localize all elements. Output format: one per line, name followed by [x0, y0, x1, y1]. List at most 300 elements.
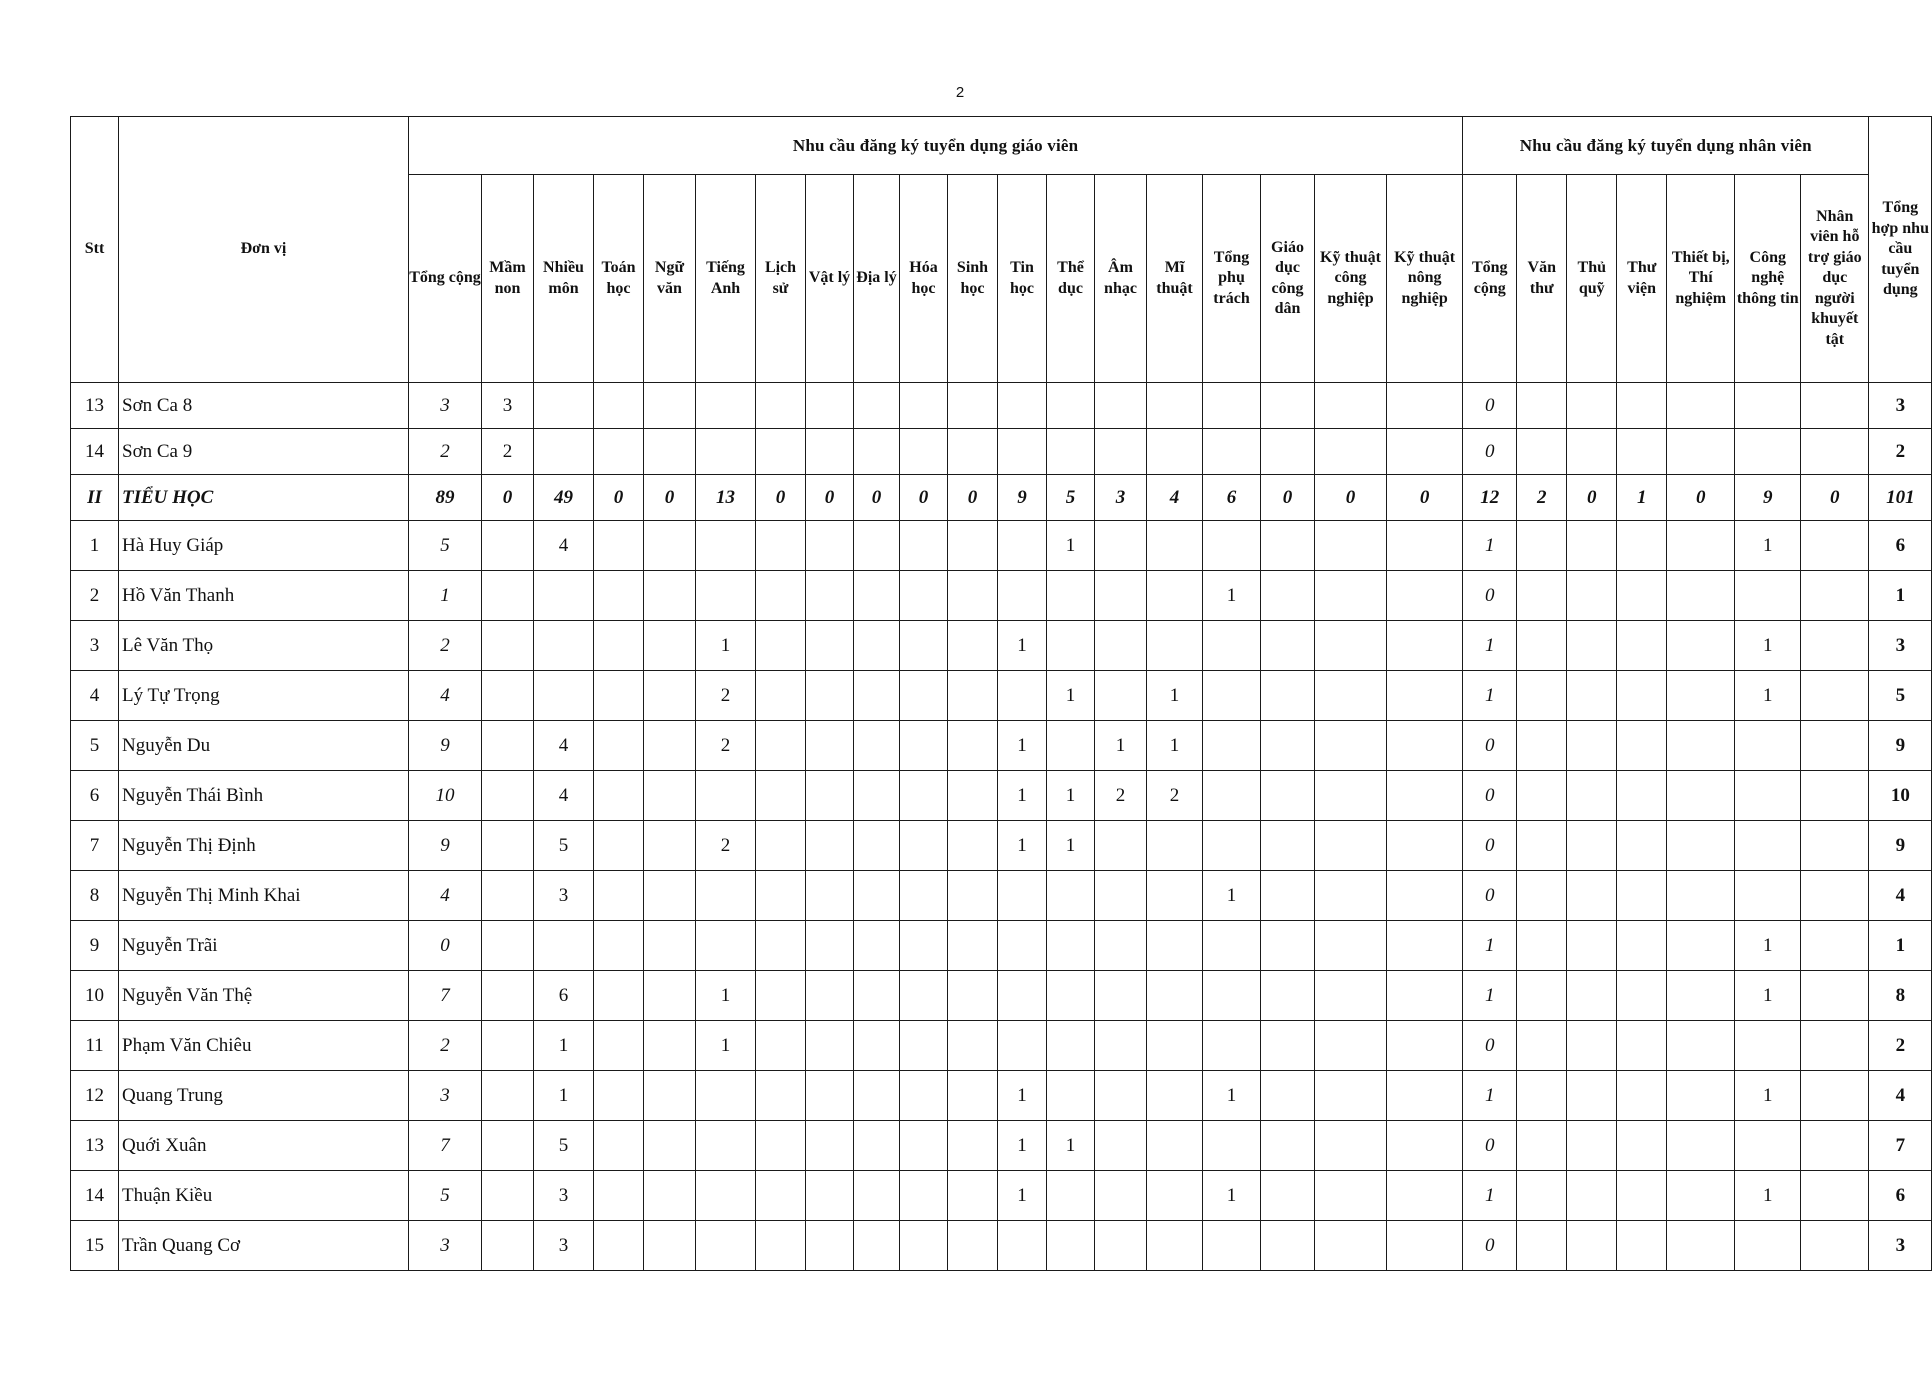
cell-teacher-subject — [1095, 871, 1147, 921]
table-row — [71, 871, 1932, 921]
cell-teacher-subject: 6 — [534, 971, 594, 1021]
cell-staff-role — [1617, 671, 1667, 721]
cell-staff-total: 12 — [1463, 475, 1517, 521]
cell-staff-total: 0 — [1463, 571, 1517, 621]
cell-teacher-subject — [594, 921, 644, 971]
cell-teacher-subject — [644, 571, 696, 621]
cell-teacher-subject — [900, 771, 948, 821]
cell-teacher-subject: 1 — [696, 971, 756, 1021]
cell-stt: 15 — [71, 1221, 119, 1271]
cell-grand-total: 1 — [1869, 571, 1932, 621]
table-row — [71, 1021, 1932, 1071]
cell-teacher-subject — [482, 721, 534, 771]
cell-teacher-subject — [696, 383, 756, 429]
cell-staff-total: 0 — [1463, 1221, 1517, 1271]
cell-teacher-subject — [534, 571, 594, 621]
table-row — [71, 621, 1932, 671]
cell-teacher-total: 2 — [409, 429, 482, 475]
cell-teacher-subject — [1147, 571, 1203, 621]
cell-teacher-subject: 0 — [1261, 475, 1315, 521]
cell-staff-role — [1667, 821, 1735, 871]
cell-staff-role — [1617, 1121, 1667, 1171]
cell-teacher-subject — [854, 521, 900, 571]
cell-staff-role — [1801, 621, 1869, 671]
header-teacher-col: Kỹ thuật nông nghiệp — [1387, 175, 1463, 383]
cell-teacher-total: 5 — [409, 1171, 482, 1221]
cell-teacher-subject: 0 — [1315, 475, 1387, 521]
cell-staff-role — [1617, 1171, 1667, 1221]
cell-staff-role — [1667, 521, 1735, 571]
cell-teacher-total: 2 — [409, 1021, 482, 1071]
cell-stt: 10 — [71, 971, 119, 1021]
cell-staff-role — [1617, 971, 1667, 1021]
cell-grand-total: 1 — [1869, 921, 1932, 971]
cell-staff-role: 2 — [1517, 475, 1567, 521]
cell-staff-role — [1801, 1021, 1869, 1071]
cell-staff-role — [1567, 821, 1617, 871]
table-row — [71, 721, 1932, 771]
cell-teacher-subject — [1315, 621, 1387, 671]
cell-teacher-subject — [1315, 429, 1387, 475]
cell-teacher-subject — [482, 971, 534, 1021]
recruitment-table-container — [70, 116, 1932, 1271]
cell-teacher-subject — [1147, 971, 1203, 1021]
cell-teacher-total: 9 — [409, 721, 482, 771]
cell-unit-name: Thuận Kiều — [119, 1171, 409, 1221]
cell-teacher-subject — [806, 571, 854, 621]
cell-teacher-subject — [948, 971, 998, 1021]
cell-teacher-subject — [900, 1121, 948, 1171]
cell-teacher-total: 0 — [409, 921, 482, 971]
cell-teacher-subject — [998, 383, 1047, 429]
cell-staff-role — [1517, 621, 1567, 671]
cell-teacher-subject — [1261, 571, 1315, 621]
cell-teacher-subject: 0 — [854, 475, 900, 521]
cell-staff-total: 1 — [1463, 1071, 1517, 1121]
cell-staff-role: 1 — [1735, 1071, 1801, 1121]
cell-teacher-subject — [1387, 571, 1463, 621]
cell-teacher-subject — [1387, 921, 1463, 971]
cell-teacher-subject — [948, 621, 998, 671]
cell-teacher-subject — [1147, 1221, 1203, 1271]
cell-staff-role — [1667, 1171, 1735, 1221]
cell-staff-role — [1517, 1171, 1567, 1221]
cell-teacher-subject — [1261, 621, 1315, 671]
cell-teacher-subject: 3 — [534, 871, 594, 921]
cell-teacher-subject — [900, 1221, 948, 1271]
cell-staff-role — [1517, 771, 1567, 821]
cell-staff-role — [1801, 1221, 1869, 1271]
cell-teacher-subject — [594, 383, 644, 429]
cell-teacher-subject — [998, 921, 1047, 971]
cell-staff-total: 1 — [1463, 971, 1517, 1021]
header-teacher-col: Sinh học — [948, 175, 998, 383]
cell-teacher-subject — [1095, 383, 1147, 429]
header-staff-col: Văn thư — [1517, 175, 1567, 383]
cell-staff-role — [1735, 871, 1801, 921]
cell-teacher-total: 7 — [409, 971, 482, 1021]
cell-teacher-subject — [806, 1071, 854, 1121]
cell-stt: 3 — [71, 621, 119, 671]
cell-unit-name: Nguyễn Thị Định — [119, 821, 409, 871]
cell-teacher-subject — [1147, 821, 1203, 871]
cell-teacher-subject — [594, 429, 644, 475]
cell-staff-role — [1617, 821, 1667, 871]
cell-teacher-subject — [1203, 429, 1261, 475]
cell-staff-role — [1617, 721, 1667, 771]
cell-teacher-subject — [806, 721, 854, 771]
cell-staff-total: 0 — [1463, 1021, 1517, 1071]
cell-staff-role — [1617, 621, 1667, 671]
cell-unit-name: Nguyễn Thái Bình — [119, 771, 409, 821]
cell-stt: 6 — [71, 771, 119, 821]
cell-teacher-subject — [1387, 1021, 1463, 1071]
cell-staff-role — [1667, 1021, 1735, 1071]
cell-teacher-subject — [1147, 1021, 1203, 1071]
cell-staff-role — [1801, 521, 1869, 571]
cell-teacher-subject — [644, 821, 696, 871]
cell-teacher-subject — [900, 871, 948, 921]
cell-staff-role: 1 — [1735, 521, 1801, 571]
cell-staff-total: 0 — [1463, 429, 1517, 475]
cell-teacher-subject — [756, 621, 806, 671]
header-teacher-col: Âm nhạc — [1095, 175, 1147, 383]
cell-grand-total: 3 — [1869, 621, 1932, 671]
cell-staff-role: 0 — [1567, 475, 1617, 521]
cell-unit-name: Hồ Văn Thanh — [119, 571, 409, 621]
cell-teacher-subject — [696, 1071, 756, 1121]
cell-teacher-subject — [594, 621, 644, 671]
cell-teacher-subject — [756, 521, 806, 571]
cell-teacher-subject — [1387, 1221, 1463, 1271]
cell-teacher-subject — [1315, 821, 1387, 871]
cell-teacher-subject — [948, 571, 998, 621]
cell-staff-role — [1667, 571, 1735, 621]
cell-teacher-subject — [806, 771, 854, 821]
cell-teacher-subject: 1 — [1047, 1121, 1095, 1171]
cell-staff-role — [1801, 571, 1869, 621]
cell-staff-role — [1617, 1221, 1667, 1271]
cell-stt: 9 — [71, 921, 119, 971]
cell-teacher-subject: 3 — [482, 383, 534, 429]
cell-teacher-subject: 0 — [948, 475, 998, 521]
cell-teacher-subject — [854, 1121, 900, 1171]
cell-teacher-subject — [1261, 383, 1315, 429]
cell-teacher-subject — [948, 521, 998, 571]
cell-teacher-subject: 3 — [534, 1171, 594, 1221]
cell-teacher-subject — [1147, 521, 1203, 571]
cell-teacher-subject — [644, 1071, 696, 1121]
cell-teacher-subject — [1261, 871, 1315, 921]
cell-teacher-subject — [482, 521, 534, 571]
header-teacher-col: Lịch sử — [756, 175, 806, 383]
cell-unit-name: Sơn Ca 9 — [119, 429, 409, 475]
cell-teacher-subject — [1315, 521, 1387, 571]
cell-teacher-subject — [756, 1021, 806, 1071]
cell-teacher-subject — [854, 721, 900, 771]
cell-grand-total: 3 — [1869, 383, 1932, 429]
cell-teacher-subject: 0 — [756, 475, 806, 521]
header-row-groups — [71, 117, 1932, 175]
header-teacher-col: Hóa học — [900, 175, 948, 383]
cell-teacher-subject — [1095, 571, 1147, 621]
cell-teacher-subject — [1095, 921, 1147, 971]
cell-staff-total: 1 — [1463, 671, 1517, 721]
cell-staff-role: 9 — [1735, 475, 1801, 521]
cell-staff-role: 0 — [1667, 475, 1735, 521]
cell-teacher-subject: 1 — [998, 1071, 1047, 1121]
cell-staff-role — [1567, 1071, 1617, 1121]
cell-teacher-subject: 0 — [900, 475, 948, 521]
cell-teacher-subject — [948, 383, 998, 429]
cell-stt: 7 — [71, 821, 119, 871]
cell-teacher-total: 7 — [409, 1121, 482, 1171]
cell-staff-role — [1801, 383, 1869, 429]
cell-teacher-subject — [806, 971, 854, 1021]
cell-teacher-subject — [948, 821, 998, 871]
cell-teacher-total: 3 — [409, 383, 482, 429]
cell-stt: II — [71, 475, 119, 521]
cell-teacher-subject: 0 — [806, 475, 854, 521]
cell-staff-total: 0 — [1463, 821, 1517, 871]
cell-teacher-subject: 2 — [1147, 771, 1203, 821]
cell-teacher-subject: 3 — [1095, 475, 1147, 521]
cell-teacher-subject: 1 — [1203, 571, 1261, 621]
cell-teacher-subject — [806, 521, 854, 571]
cell-teacher-subject: 3 — [534, 1221, 594, 1271]
cell-teacher-subject — [998, 571, 1047, 621]
cell-staff-role — [1617, 521, 1667, 571]
cell-teacher-subject — [806, 1121, 854, 1171]
header-teacher-col: Địa lý — [854, 175, 900, 383]
subtotal-row — [71, 475, 1932, 521]
cell-staff-role: 1 — [1735, 921, 1801, 971]
cell-teacher-subject — [1261, 821, 1315, 871]
cell-teacher-subject: 4 — [1147, 475, 1203, 521]
cell-staff-role — [1801, 429, 1869, 475]
cell-teacher-subject — [1261, 771, 1315, 821]
cell-teacher-subject: 4 — [534, 721, 594, 771]
cell-teacher-subject: 0 — [1387, 475, 1463, 521]
cell-teacher-subject — [1203, 971, 1261, 1021]
cell-unit-name: Sơn Ca 8 — [119, 383, 409, 429]
cell-staff-role — [1517, 871, 1567, 921]
cell-teacher-subject — [1147, 429, 1203, 475]
cell-teacher-subject — [696, 429, 756, 475]
cell-teacher-subject — [854, 921, 900, 971]
cell-teacher-subject — [854, 771, 900, 821]
cell-teacher-subject — [756, 721, 806, 771]
header-staff-col: Tổng cộng — [1463, 175, 1517, 383]
cell-teacher-subject — [998, 521, 1047, 571]
cell-staff-role — [1517, 671, 1567, 721]
cell-teacher-subject — [806, 921, 854, 971]
cell-teacher-subject: 1 — [998, 821, 1047, 871]
cell-teacher-subject — [1095, 429, 1147, 475]
cell-teacher-subject — [1203, 1121, 1261, 1171]
cell-stt: 14 — [71, 429, 119, 475]
cell-staff-total: 0 — [1463, 721, 1517, 771]
cell-teacher-subject — [1261, 1121, 1315, 1171]
cell-teacher-subject — [1387, 821, 1463, 871]
cell-staff-role — [1517, 521, 1567, 571]
header-teacher-col: Mĩ thuật — [1147, 175, 1203, 383]
cell-teacher-subject — [1261, 971, 1315, 1021]
cell-teacher-subject — [756, 671, 806, 721]
header-teacher-col: Tiếng Anh — [696, 175, 756, 383]
header-teacher-col: Giáo dục công dân — [1261, 175, 1315, 383]
cell-staff-role — [1517, 1121, 1567, 1171]
cell-teacher-total: 10 — [409, 771, 482, 821]
table-row — [71, 521, 1932, 571]
cell-teacher-subject — [1095, 821, 1147, 871]
header-don-vi: Đơn vị — [119, 117, 409, 383]
cell-teacher-subject — [1387, 771, 1463, 821]
cell-teacher-subject: 1 — [696, 621, 756, 671]
cell-grand-total: 5 — [1869, 671, 1932, 721]
header-teacher-col: Tin học — [998, 175, 1047, 383]
cell-teacher-subject — [1387, 429, 1463, 475]
header-teacher-col: Vật lý — [806, 175, 854, 383]
cell-teacher-subject — [696, 871, 756, 921]
cell-teacher-subject — [696, 1221, 756, 1271]
cell-teacher-total: 4 — [409, 671, 482, 721]
cell-teacher-subject: 6 — [1203, 475, 1261, 521]
cell-unit-name: Hà Huy Giáp — [119, 521, 409, 571]
cell-teacher-subject — [806, 429, 854, 475]
cell-teacher-subject — [1095, 621, 1147, 671]
cell-teacher-subject: 1 — [1203, 1171, 1261, 1221]
cell-grand-total: 4 — [1869, 1071, 1932, 1121]
cell-staff-role — [1667, 671, 1735, 721]
cell-stt: 11 — [71, 1021, 119, 1071]
cell-staff-role — [1667, 1121, 1735, 1171]
table-row — [71, 429, 1932, 475]
cell-grand-total: 6 — [1869, 1171, 1932, 1221]
cell-teacher-subject — [756, 971, 806, 1021]
cell-teacher-subject — [1315, 771, 1387, 821]
cell-teacher-subject — [1147, 871, 1203, 921]
cell-staff-role — [1667, 1221, 1735, 1271]
cell-staff-role — [1735, 1121, 1801, 1171]
cell-teacher-subject — [756, 1221, 806, 1271]
header-teacher-col: Ngữ văn — [644, 175, 696, 383]
cell-teacher-subject — [998, 871, 1047, 921]
header-teacher-col: Mầm non — [482, 175, 534, 383]
header-teacher-col: Tổng phụ trách — [1203, 175, 1261, 383]
cell-staff-role — [1517, 721, 1567, 771]
cell-teacher-subject: 0 — [644, 475, 696, 521]
cell-teacher-subject — [756, 871, 806, 921]
cell-teacher-subject — [1203, 921, 1261, 971]
cell-teacher-subject — [1315, 1221, 1387, 1271]
cell-teacher-subject — [806, 1021, 854, 1071]
cell-staff-role — [1617, 871, 1667, 921]
cell-teacher-total: 2 — [409, 621, 482, 671]
cell-staff-role — [1567, 621, 1617, 671]
cell-teacher-subject: 9 — [998, 475, 1047, 521]
cell-teacher-subject — [900, 571, 948, 621]
cell-teacher-subject — [1387, 671, 1463, 721]
cell-teacher-subject — [756, 921, 806, 971]
cell-teacher-subject — [948, 671, 998, 721]
cell-teacher-subject: 1 — [1203, 1071, 1261, 1121]
cell-unit-name: Trần Quang Cơ — [119, 1221, 409, 1271]
cell-teacher-subject — [948, 1171, 998, 1221]
cell-teacher-subject — [534, 621, 594, 671]
cell-staff-role — [1667, 1071, 1735, 1121]
cell-teacher-subject — [1147, 383, 1203, 429]
cell-teacher-subject — [1147, 921, 1203, 971]
cell-teacher-subject — [1203, 821, 1261, 871]
cell-teacher-subject — [594, 671, 644, 721]
cell-teacher-subject — [1047, 429, 1095, 475]
cell-teacher-subject — [1261, 1221, 1315, 1271]
cell-staff-role — [1667, 871, 1735, 921]
cell-teacher-subject — [1095, 1121, 1147, 1171]
cell-teacher-subject — [900, 921, 948, 971]
cell-teacher-subject — [594, 821, 644, 871]
cell-teacher-subject: 4 — [534, 521, 594, 571]
cell-teacher-subject — [998, 1021, 1047, 1071]
cell-teacher-subject — [1147, 1171, 1203, 1221]
cell-staff-role — [1567, 1121, 1617, 1171]
cell-teacher-subject — [534, 383, 594, 429]
cell-teacher-subject — [594, 1221, 644, 1271]
cell-teacher-subject — [948, 921, 998, 971]
cell-teacher-subject — [1203, 721, 1261, 771]
cell-teacher-subject — [482, 1121, 534, 1171]
cell-teacher-subject — [534, 429, 594, 475]
cell-teacher-subject — [1315, 1171, 1387, 1221]
cell-teacher-subject — [1047, 871, 1095, 921]
cell-teacher-subject — [534, 921, 594, 971]
header-staff-col: Công nghệ thông tin — [1735, 175, 1801, 383]
cell-teacher-subject — [1387, 383, 1463, 429]
cell-teacher-subject — [1315, 671, 1387, 721]
cell-teacher-subject — [1315, 1021, 1387, 1071]
cell-grand-total: 101 — [1869, 475, 1932, 521]
cell-teacher-subject — [1261, 721, 1315, 771]
cell-teacher-subject — [854, 383, 900, 429]
cell-teacher-subject: 1 — [998, 721, 1047, 771]
cell-teacher-subject — [756, 1071, 806, 1121]
cell-teacher-subject — [482, 571, 534, 621]
cell-teacher-subject: 1 — [998, 621, 1047, 671]
cell-teacher-subject: 5 — [1047, 475, 1095, 521]
cell-teacher-subject — [1095, 1021, 1147, 1071]
cell-staff-role — [1667, 921, 1735, 971]
cell-teacher-subject — [644, 621, 696, 671]
header-staff-col: Thiết bị, Thí nghiệm — [1667, 175, 1735, 383]
cell-staff-total: 0 — [1463, 871, 1517, 921]
cell-staff-role — [1567, 971, 1617, 1021]
cell-teacher-subject — [1261, 429, 1315, 475]
cell-teacher-subject: 1 — [1047, 771, 1095, 821]
cell-teacher-subject — [644, 521, 696, 571]
cell-teacher-subject — [756, 821, 806, 871]
cell-teacher-subject — [1315, 1121, 1387, 1171]
cell-teacher-subject — [644, 1171, 696, 1221]
cell-stt: 12 — [71, 1071, 119, 1121]
cell-staff-role — [1801, 1121, 1869, 1171]
cell-staff-role: 1 — [1735, 671, 1801, 721]
cell-staff-role — [1517, 1221, 1567, 1271]
cell-staff-role — [1567, 383, 1617, 429]
cell-teacher-subject — [998, 1221, 1047, 1271]
cell-teacher-subject — [806, 671, 854, 721]
cell-staff-role — [1667, 429, 1735, 475]
